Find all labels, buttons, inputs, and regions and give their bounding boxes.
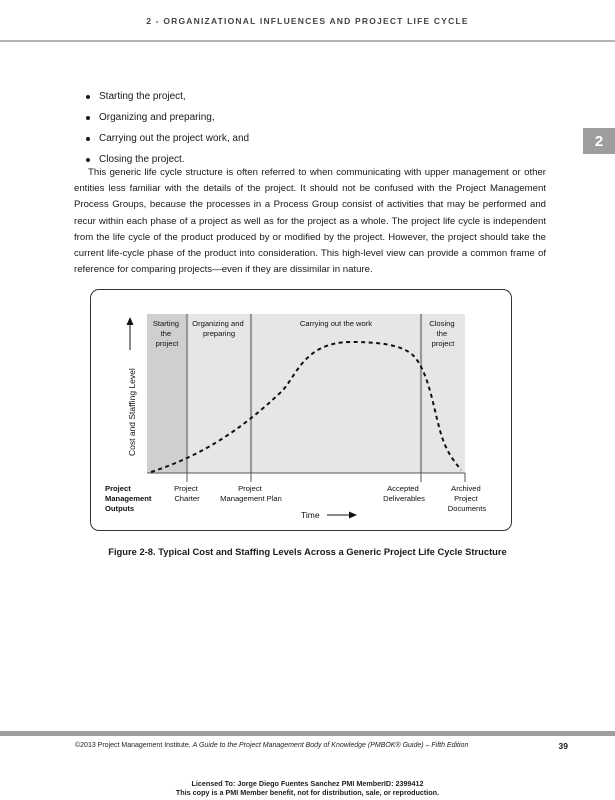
phase-label-line: the	[436, 329, 448, 338]
phase-label-line: project	[155, 339, 179, 348]
figure-frame	[90, 289, 512, 531]
x-axis-arrowhead	[349, 512, 357, 519]
footer-rule	[0, 731, 615, 736]
list-item: Starting the project,	[86, 86, 249, 107]
output-label-line: Project	[238, 484, 262, 493]
outputs-heading	[105, 484, 154, 513]
figure-caption: Figure 2-8. Typical Cost and Staffing Levels Across a Generic Project Life Cycle Structure	[108, 546, 507, 557]
chapter-tab[interactable]: 2	[583, 128, 615, 154]
output-label-line: Project	[174, 484, 198, 493]
footer-guide-title: A Guide to the Project Management Body of Knowledge (PMBOK® Guide) – Fifth Edition	[192, 742, 469, 749]
life-cycle-diagram	[91, 290, 513, 532]
outputs-heading-line: Project	[105, 484, 131, 493]
header-rule	[0, 40, 615, 42]
output-label-line: Charter	[174, 494, 200, 503]
phase-label-line: Organizing and	[192, 319, 244, 328]
output-project-management-plan	[220, 484, 282, 503]
phase-label-line: project	[431, 339, 455, 348]
output-archived-project-documents	[448, 484, 487, 513]
output-label-line: Project	[454, 494, 478, 503]
output-accepted-deliverables	[383, 484, 425, 503]
phase-label-line: Starting	[152, 319, 180, 328]
footer-citation	[75, 742, 468, 749]
body-paragraph: This generic life cycle structure is often referred to when communicating with upper management or other entities less familiar with the details of the project. It should not be confused with the Project Management Process Groups, because the processes in a Process Group consist of activities that may be performed and recur within each phase of a project as well as for the project as a whole. The project life cycle is independent from the life cycle of the product produced by or modified by the project. However, the project should take the current life-cycle phase of the product into consideration. This high-level view can provide a common frame of reference for comparing projects—even if they are dissimilar in nature.	[74, 167, 546, 276]
license-line: Licensed To: Jorge Diego Fuentes Sanchez PMI MemberID: 2399412	[191, 779, 424, 788]
phase-band-carrying-out	[251, 314, 421, 473]
page-number: 39	[558, 741, 568, 751]
list-item: Closing the project.	[86, 149, 249, 170]
output-label-line: Archived	[451, 484, 481, 493]
output-label-line: Management Plan	[220, 494, 282, 503]
license-line: This copy is a PMI Member benefit, not for distribution, sale, or reproduction.	[175, 787, 440, 797]
output-label-line: Deliverables	[383, 494, 425, 503]
phase-label-line: Carrying out the work	[299, 319, 373, 328]
output-label-line: Documents	[447, 504, 487, 513]
running-header: 2 - ORGANIZATIONAL INFLUENCES AND PROJECT LIFE CYCLE	[146, 16, 469, 26]
footer-copyright: ©2013 Project Management Institute.	[75, 742, 191, 749]
y-axis-label: Cost and Staffing Level	[127, 368, 137, 456]
x-axis-label: Time	[301, 510, 320, 520]
list-item: Carrying out the project work, and	[86, 128, 249, 149]
y-axis-arrowhead	[127, 317, 134, 325]
outputs-heading-line: Management	[105, 494, 152, 503]
outputs-heading-line: Outputs	[105, 504, 135, 513]
output-project-charter	[174, 484, 200, 503]
phase-label-carrying-out	[300, 319, 372, 328]
phase-label-line: the	[160, 329, 172, 338]
list-item: Organizing and preparing,	[86, 107, 249, 128]
output-label-line: Accepted	[387, 484, 419, 493]
bullet-list	[86, 86, 249, 170]
license-notice	[0, 780, 615, 797]
phase-label-line: preparing	[202, 329, 236, 338]
phase-label-line: Closing	[429, 319, 455, 328]
